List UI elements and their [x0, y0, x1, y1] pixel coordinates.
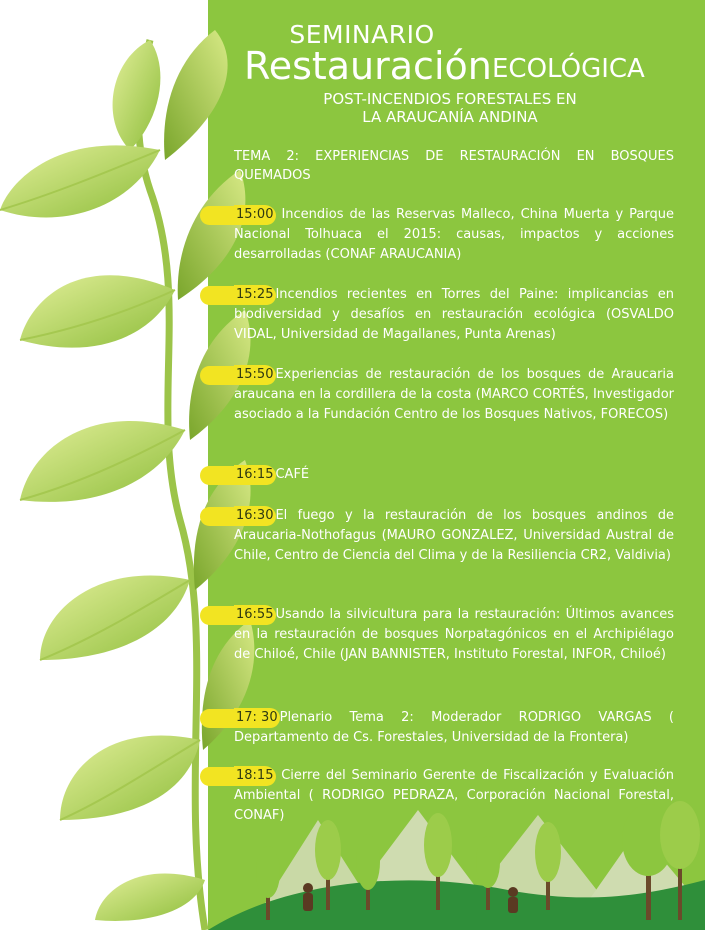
schedule-text: Experiencias de restauración de los bosques de Araucaria araucana en la cordillera de la costa (MARCO CORTÉS, Investigador asociado a la Fundación Centro de los Bosques Nativos, FORECOS)	[234, 367, 674, 422]
schedule-time: 16:15	[234, 465, 275, 485]
person-icon	[303, 883, 313, 911]
header-title: Restauración	[244, 44, 492, 88]
forest-scene-illustration	[208, 800, 705, 930]
schedule-time: 16:30	[234, 506, 275, 526]
schedule-item	[234, 365, 674, 425]
header-ecologica: ECOLÓGICA	[492, 54, 645, 84]
schedule-text: Incendios recientes en Torres del Paine: implicancias en biodiversidad y desafíos en restauración ecológica (OSVALDO VIDAL, Universidad de Magallanes, Punta Arenas)	[234, 287, 674, 342]
leaf-icon	[95, 874, 205, 921]
leaf-icon	[0, 145, 160, 217]
schedule-text: Incendios de las Reservas Malleco, China Muerta y Parque Nacional Tolhuaca el 2015: causas, impactos y acciones desarrolladas (CONAF ARAUCANIA)	[234, 207, 674, 262]
schedule-time: 17: 30	[234, 708, 280, 728]
leaf-icon	[113, 40, 161, 150]
schedule-item	[234, 285, 674, 345]
schedule-item	[234, 506, 674, 566]
topic-title: TEMA 2: EXPERIENCIAS DE RESTAURACIÓN EN BOSQUES QUEMADOS	[234, 149, 674, 183]
leaf-icon	[164, 30, 228, 160]
schedule-text: Cierre del Seminario Gerente de Fiscalización y Evaluación Ambiental ( RODRIGO PEDRAZA, Corporación Nacional Forestal, CONAF)	[234, 768, 674, 823]
leaf-icon	[20, 421, 185, 502]
schedule-item	[234, 605, 674, 665]
schedule-time: 18:15	[234, 766, 275, 786]
schedule-item	[234, 465, 674, 485]
schedule-time: 15:50	[234, 365, 275, 385]
header-subtitle-line1: POST-INCENDIOS FORESTALES EN	[323, 90, 577, 108]
schedule-item	[234, 708, 674, 748]
leaf-icon	[40, 575, 190, 660]
person-icon	[508, 887, 518, 913]
header-seminario: SEMINARIO	[289, 20, 435, 49]
schedule-item	[234, 205, 674, 265]
leaf-icon	[60, 735, 200, 820]
schedule-time: 15:00	[234, 205, 275, 225]
schedule-text: Usando la silvicultura para la restauración: Últimos avances en la restauración de bosques Norpatagónicos en el Archipiélago de Chiloé, Chile (JAN BANNISTER, Instituto Forestal, INFOR, Chiloé)	[234, 607, 674, 662]
schedule-text: Plenario Tema 2: Moderador RODRIGO VARGAS ( Departamento de Cs. Forestales, Universidad de la Frontera)	[234, 710, 674, 745]
header-subtitle-line2: LA ARAUCANÍA ANDINA	[362, 108, 538, 126]
leaf-icon	[20, 275, 175, 347]
schedule-text: CAFÉ	[275, 467, 310, 482]
schedule-time: 15:25	[234, 285, 275, 305]
schedule-time: 16:55	[234, 605, 275, 625]
schedule-text: El fuego y la restauración de los bosques andinos de Araucaria-Nothofagus (MAURO GONZALEZ, Universidad Austral de Chile, Centro de Ciencia del Clima y de la Resiliencia CR2, Valdivia)	[234, 508, 674, 563]
